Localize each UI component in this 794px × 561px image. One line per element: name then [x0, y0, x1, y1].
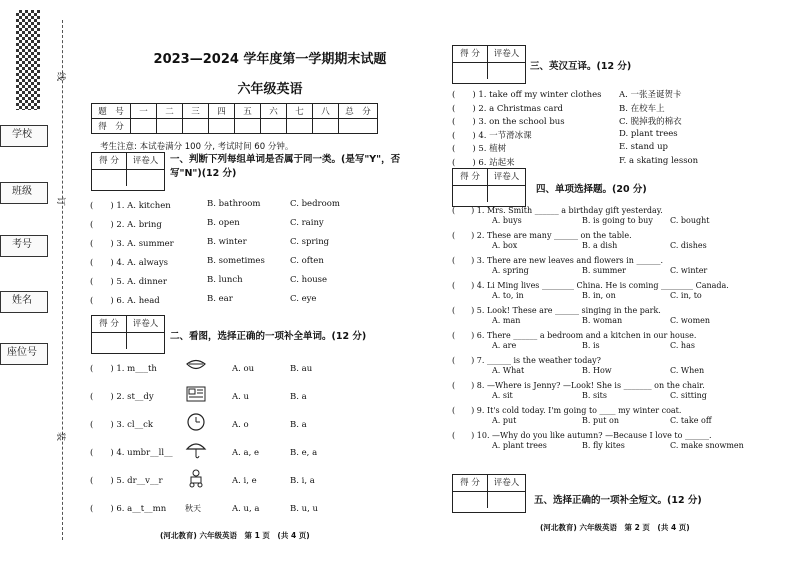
- page-title: 2023—2024 学年度第一学期期末试题: [153, 52, 387, 67]
- option-b: B. ear: [207, 294, 233, 304]
- list-item: [452, 88, 772, 102]
- grader-marker-field[interactable]: [488, 492, 525, 508]
- option-c: C. make snowmen: [670, 441, 744, 450]
- score-header-cell: 一: [131, 104, 157, 119]
- option-c: C. spring: [290, 237, 330, 247]
- list-item: [452, 430, 772, 455]
- score-cell[interactable]: [157, 119, 183, 134]
- score-cell[interactable]: [131, 119, 157, 134]
- option-b: B. is: [582, 341, 600, 350]
- option-a: A. plant trees: [492, 441, 547, 450]
- option-b: B. e, a: [290, 448, 318, 458]
- option-a: A. ou: [232, 364, 255, 374]
- list-item: [452, 205, 772, 230]
- score-cell[interactable]: [339, 119, 378, 134]
- list-item: [90, 218, 410, 237]
- grader-marker-field[interactable]: [127, 170, 164, 186]
- option-c: C. take off: [670, 416, 712, 425]
- option-b: B. bathroom: [207, 199, 261, 209]
- score-header-cell: 七: [287, 104, 313, 119]
- question-text: ( ) 9. It's cold today. I'm going to ____ my winter coat.: [452, 406, 682, 415]
- question-text: ( ) 5. 植树: [452, 144, 507, 154]
- grader-marker-label: 评卷人: [132, 319, 159, 329]
- question-text: ( ) 3. on the school bus: [452, 117, 565, 127]
- list-item: [452, 142, 772, 156]
- option-b: B. is going to buy: [582, 216, 653, 225]
- question-text: ( ) 6. 站起来: [452, 157, 515, 168]
- option-c: C. bought: [670, 216, 710, 225]
- grader-score-label: 得 分: [92, 153, 127, 169]
- umbrella-icon: [185, 440, 207, 460]
- option-b: B. open: [207, 218, 240, 228]
- option-c: C. When: [670, 366, 705, 375]
- option-c: C. bedroom: [290, 199, 340, 209]
- question-text: ( ) 1. A. kitchen: [90, 201, 171, 211]
- question-text: ( ) 7. ______ is the weather today?: [452, 356, 601, 365]
- answer-option: A. 一张圣诞贺卡: [619, 90, 682, 100]
- grader-marker-field[interactable]: [127, 333, 164, 349]
- margin-mark-line: 线: [55, 71, 66, 82]
- score-row-label: 得 分: [92, 119, 131, 134]
- question-text: ( ) 6. a__t__mn: [90, 504, 167, 514]
- score-table-row: [92, 119, 378, 134]
- margin-mark-bind: 订: [55, 196, 66, 207]
- grader-box: [452, 168, 526, 207]
- option-a: A. to, in: [492, 291, 524, 300]
- answer-option: F. a skating lesson: [619, 155, 699, 166]
- grader-marker-field[interactable]: [488, 63, 525, 79]
- score-header-cell: 题 号: [92, 104, 131, 119]
- grader-score-label: 得 分: [453, 169, 488, 185]
- option-b: B. a: [290, 420, 307, 430]
- section5-title: 五、选择正确的一项补全短文。(12 分): [534, 495, 702, 506]
- grader-marker-label: 评卷人: [493, 49, 520, 59]
- list-item: [452, 405, 772, 430]
- question-text: ( ) 6. A. head: [90, 296, 160, 306]
- list-item: [452, 330, 772, 355]
- question-text: ( ) 8. —Where is Jenny? —Look! She is _______ on the chair.: [452, 381, 705, 390]
- option-b: B. a: [290, 392, 307, 402]
- option-a: A. u: [232, 392, 250, 402]
- grader-marker-label: 评卷人: [493, 172, 520, 182]
- option-a: A. put: [492, 416, 517, 425]
- grader-score-field[interactable]: [453, 186, 488, 202]
- margin-pattern: [16, 10, 40, 110]
- list-item: [452, 305, 772, 330]
- question-text: ( ) 5. A. dinner: [90, 277, 167, 287]
- question-text: ( ) 3. There are new leaves and flowers in ______.: [452, 256, 663, 265]
- option-a: A. box: [492, 241, 518, 250]
- clock-icon: [185, 412, 207, 432]
- option-b: B. sits: [582, 391, 607, 400]
- section1-title: 一、判断下列每组单词是否属于同一类。(是写"Y"，否写"N")(12 分): [170, 154, 401, 179]
- school-label: 学校: [12, 129, 32, 140]
- answer-option: D. plant trees: [619, 128, 678, 139]
- score-cell[interactable]: [235, 119, 261, 134]
- score-cell[interactable]: [313, 119, 339, 134]
- autumn-picture-text: 秋天: [185, 504, 201, 513]
- option-a: A. u, a: [232, 504, 260, 514]
- question-text: ( ) 4. 一节滑冰课: [452, 130, 532, 141]
- option-b: B. sometimes: [207, 256, 265, 266]
- option-a: A. spring: [492, 266, 529, 275]
- list-item: [452, 280, 772, 305]
- score-header-cell: 六: [261, 104, 287, 119]
- list-item: [90, 362, 410, 390]
- grader-score-label: 得 分: [92, 316, 127, 332]
- list-item: [90, 390, 410, 418]
- margin-mark-pack: 装: [55, 431, 66, 442]
- option-c: C. eye: [290, 294, 317, 304]
- option-c: C. women: [670, 316, 711, 325]
- grader-box: [452, 45, 526, 84]
- option-a: A. are: [492, 341, 517, 350]
- score-header-cell: 八: [313, 104, 339, 119]
- option-a: A. i, e: [232, 476, 257, 486]
- score-cell[interactable]: [287, 119, 313, 134]
- mouth-icon: [185, 356, 207, 376]
- answer-option: B. 在校车上: [619, 103, 665, 114]
- question-text: ( ) 3. A. summer: [90, 239, 174, 249]
- option-b: B. i, a: [290, 476, 315, 486]
- score-table-header: [92, 104, 378, 119]
- option-b: B. winter: [207, 237, 247, 247]
- grader-box: [91, 315, 165, 354]
- score-table: [91, 103, 378, 134]
- grader-score-field[interactable]: [453, 492, 488, 508]
- page1-footer: (河北教育) 六年级英语 第 1 页 (共 4 页): [160, 531, 310, 540]
- seat-number-label: 座位号: [7, 347, 37, 358]
- score-header-cell: 四: [209, 104, 235, 119]
- grader-marker-field[interactable]: [488, 186, 525, 202]
- question-text: ( ) 5. dr__v__r: [90, 476, 163, 486]
- question-text: ( ) 4. Li Ming lives ________ China. He is coming ________ Canada.: [452, 281, 729, 290]
- question-text: ( ) 2. A. bring: [90, 220, 162, 230]
- question-text: ( ) 4. A. always: [90, 258, 168, 268]
- list-item: [452, 230, 772, 255]
- question-text: ( ) 2. a Christmas card: [452, 103, 563, 114]
- list-item: [90, 237, 410, 256]
- list-item: [90, 502, 410, 530]
- question-text: ( ) 1. take off my winter clothes: [452, 90, 602, 100]
- score-header-cell: 三: [183, 104, 209, 119]
- binding-margin: [0, 0, 78, 561]
- option-a: A. a, e: [232, 448, 260, 458]
- score-header-cell: 总 分: [339, 104, 378, 119]
- list-item: [452, 355, 772, 380]
- score-header-cell: 五: [235, 104, 261, 119]
- section4-list: [452, 205, 772, 455]
- study-room-icon: [185, 384, 207, 404]
- cut-line: [62, 20, 63, 540]
- list-item: [90, 294, 410, 313]
- driver-icon: [185, 468, 207, 488]
- list-item: [90, 474, 410, 502]
- answer-option: E. stand up: [619, 142, 668, 152]
- section4-title: 四、单项选择题。(20 分): [536, 184, 647, 195]
- option-c: C. sitting: [670, 391, 707, 400]
- option-c: C. often: [290, 256, 324, 266]
- grader-score-label: 得 分: [453, 46, 488, 62]
- list-item: [452, 115, 772, 129]
- question-text: ( ) 6. There ______ a bedroom and a kitchen in our house.: [452, 331, 697, 340]
- page2-footer: (河北教育) 六年级英语 第 2 页 (共 4 页): [540, 523, 690, 532]
- list-item: [452, 156, 772, 170]
- score-cell[interactable]: [209, 119, 235, 134]
- option-c: C. in, to: [670, 291, 702, 300]
- section3-title: 三、英汉互译。(12 分): [530, 61, 632, 72]
- name-label: 姓名: [12, 295, 32, 306]
- option-b: B. How: [582, 366, 612, 375]
- grader-marker-label: 评卷人: [493, 478, 520, 488]
- option-b: B. summer: [582, 266, 626, 275]
- section3-list: [452, 88, 772, 169]
- grader-box: [452, 474, 526, 513]
- option-a: A. sit: [492, 391, 513, 400]
- list-item: [90, 256, 410, 275]
- option-b: B. put on: [582, 416, 619, 425]
- exam-number-label: 考号: [12, 239, 32, 250]
- section2-list: [90, 362, 410, 530]
- option-b: B. u, u: [290, 504, 319, 514]
- grader-score-field[interactable]: [453, 63, 488, 79]
- question-text: ( ) 5. Look! These are ______ singing in the park.: [452, 306, 661, 315]
- grader-marker-label: 评卷人: [132, 156, 159, 166]
- option-b: B. au: [290, 364, 313, 374]
- option-b: B. woman: [582, 316, 623, 325]
- option-a: A. buys: [492, 216, 522, 225]
- answer-option: C. 脱掉我的棉衣: [619, 117, 682, 127]
- grader-score-field[interactable]: [92, 333, 127, 349]
- question-text: ( ) 1. Mrs. Smith ______ a birthday gift yesterday.: [452, 206, 663, 215]
- option-b: B. a dish: [582, 241, 618, 250]
- list-item: [452, 102, 772, 116]
- class-label: 班级: [12, 186, 32, 197]
- list-item: [90, 418, 410, 446]
- option-c: C. has: [670, 341, 695, 350]
- option-a: A. man: [492, 316, 521, 325]
- section2-title: 二、看图，选择正确的一项补全单词。(12 分): [170, 331, 367, 342]
- list-item: [90, 275, 410, 294]
- grader-score-label: 得 分: [453, 475, 488, 491]
- question-text: ( ) 1. m___th: [90, 364, 157, 374]
- question-text: ( ) 2. st__dy: [90, 392, 154, 402]
- question-text: ( ) 10. —Why do you like autumn? —Because I love to ______.: [452, 431, 712, 440]
- option-c: C. winter: [670, 266, 708, 275]
- option-b: B. in, on: [582, 291, 616, 300]
- score-header-cell: 二: [157, 104, 183, 119]
- option-a: A. o: [232, 420, 249, 430]
- exam-notice: 考生注意: 本试卷满分 100 分, 考试时间 60 分钟。: [100, 142, 294, 152]
- list-item: [90, 446, 410, 474]
- option-c: C. house: [290, 275, 328, 285]
- question-text: ( ) 2. These are many ______ on the table.: [452, 231, 632, 240]
- question-text: ( ) 4. umbr__ll__: [90, 448, 173, 458]
- question-text: ( ) 3. cl__ck: [90, 420, 154, 430]
- grader-score-field[interactable]: [92, 170, 127, 186]
- grader-box: [91, 152, 165, 191]
- list-item: [452, 129, 772, 143]
- option-c: C. rainy: [290, 218, 324, 228]
- score-cell[interactable]: [183, 119, 209, 134]
- list-item: [90, 199, 410, 218]
- score-cell[interactable]: [261, 119, 287, 134]
- list-item: [452, 255, 772, 280]
- option-a: A. What: [492, 366, 525, 375]
- section1-list: [90, 199, 410, 313]
- page-subtitle: 六年级英语: [237, 82, 303, 97]
- option-c: C. dishes: [670, 241, 707, 250]
- list-item: [452, 380, 772, 405]
- option-b: B. fly kites: [582, 441, 625, 450]
- option-b: B. lunch: [207, 275, 243, 285]
